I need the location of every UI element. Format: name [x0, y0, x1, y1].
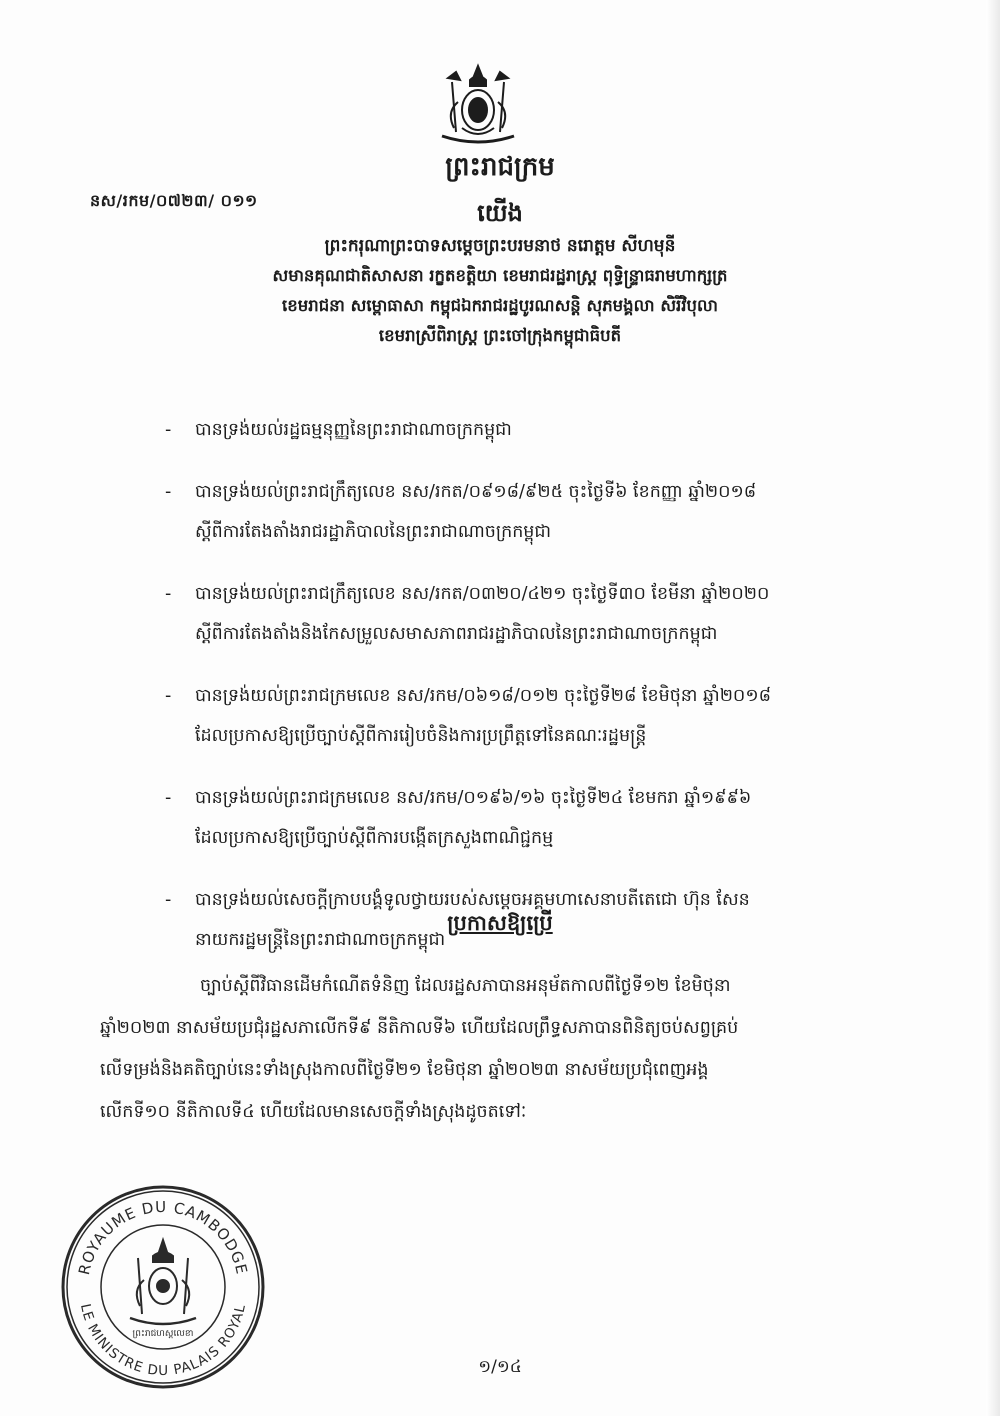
- list-dash: -: [165, 890, 172, 910]
- list-dash: -: [165, 584, 172, 604]
- visa-text: បានទ្រង់យល់រដ្ឋធម្មនុញ្ញនៃព្រះរាជាណាចក្រកម្ពុជា: [195, 420, 512, 440]
- visa-item: [165, 410, 905, 450]
- page-number: ១/១៤: [478, 1357, 522, 1377]
- visa-item: [165, 472, 905, 552]
- seal-top-text: ROYAUME DU CAMBODGE: [75, 1197, 251, 1277]
- seal-signature: ព្រះរាជហស្តលេខា: [132, 1329, 194, 1339]
- visa-text: បានទ្រង់យល់ព្រះរាជក្រមលេខ នស/រកម/០៦១៨/០១២ ចុះថ្ងៃទី២៨ ខែមិថុនា ឆ្នាំ២០១៨: [195, 686, 771, 706]
- reference-number: នស/រកម/០៧២៣/ ០១១: [90, 191, 258, 210]
- king-title-line: ខេមរាស្រីពិរាស្ត្រ ព្រះចៅក្រុងកម្ពុជាធិបតី: [378, 326, 622, 345]
- visa-item: [165, 574, 905, 654]
- visa-text: ស្តីពីការតែងតាំងនិងកែសម្រួលសមាសភាពរាជរដ្ឋាភិបាលនៃព្រះរាជាណាចក្រកម្ពុជា: [195, 624, 718, 644]
- royal-coat-of-arms-icon: [432, 62, 524, 148]
- visa-item: [165, 676, 905, 756]
- paragraph-line: ឆ្នាំ២០២៣ នាសម័យប្រជុំរដ្ឋសភាលើកទី៩ នីតិកាលទី៦ ហើយដែលព្រឹទ្ធសភាបានពិនិត្យចប់សព្វគ្រប់: [100, 1018, 739, 1038]
- visa-text: ស្តីពីការតែងតាំងរាជរដ្ឋាភិបាលនៃព្រះរាជាណាចក្រកម្ពុជា: [195, 522, 552, 542]
- paragraph-line: លើទម្រង់និងគតិច្បាប់នេះទាំងស្រុងកាលពីថ្ងៃទី២១ ខែមិថុនា ឆ្នាំ២០២៣ នាសម័យប្រជុំពេញអង្គ: [100, 1060, 709, 1080]
- visa-text: ដែលប្រកាសឱ្យប្រើច្បាប់ស្តីពីការបង្កើតក្រសួងពាណិជ្ជកម្ម: [195, 828, 554, 848]
- visa-text: បានទ្រង់យល់ព្រះរាជក្រមលេខ នស/រកម/០១៩៦/១៦ ចុះថ្ងៃទី២៤ ខែមករា ឆ្នាំ១៩៩៦: [195, 788, 752, 808]
- list-dash: -: [165, 788, 172, 808]
- list-dash: -: [165, 420, 172, 440]
- visa-text: បានទ្រង់យល់ព្រះរាជក្រឹត្យលេខ នស/រកត/០៣២០/៤២១ ចុះថ្ងៃទី៣០ ខែមីនា ឆ្នាំ២០២០: [195, 584, 770, 604]
- visa-text: នាយករដ្ឋមន្ត្រីនៃព្រះរាជាណាចក្រកម្ពុជា: [195, 930, 446, 950]
- visa-text: ដែលប្រកាសឱ្យប្រើច្បាប់ស្តីពីការរៀបចំនិងការប្រព្រឹត្តទៅនៃគណៈរដ្ឋមន្ត្រី: [195, 726, 647, 746]
- document-title: ព្រះរាជក្រម: [445, 152, 555, 182]
- visa-item: [165, 778, 905, 858]
- list-dash: -: [165, 482, 172, 502]
- king-title-line: សមានគុណជាតិសាសនា រក្ខតខត្តិយា ខេមរាជរដ្ឋរាស្ត្រ ពុទ្ធិន្ទ្រាធរាមហាក្សត្រ: [272, 266, 728, 285]
- proclamation-paragraph: [100, 965, 900, 1133]
- king-title-line: ព្រះករុណាព្រះបាទសម្តេចព្រះបរមនាថ នរោត្តម សីហមុនី: [324, 236, 676, 256]
- visa-text: បានទ្រង់យល់ព្រះរាជក្រឹត្យលេខ នស/រកត/០៩១៨/៩២៥ ចុះថ្ងៃទី៦ ខែកញ្ញា ឆ្នាំ២០១៨: [195, 482, 757, 502]
- proclamation-heading: ប្រកាសឱ្យប្រើ: [447, 911, 553, 935]
- king-title-line: ខេមរាជនា សម្ពោធាសា កម្ពុជឯករាជរដ្ឋបូរណសន្តិ សុភមង្គលា សិរីវិបុលា: [282, 296, 718, 315]
- list-dash: -: [165, 686, 172, 706]
- visa-text: បានទ្រង់យល់សេចក្តីក្រាបបង្គំទូលថ្វាយរបស់សម្តេចអគ្គមហាសេនាបតីតេជោ ហ៊ុន សែន: [195, 890, 750, 910]
- paragraph-line: លើកទី១០ នីតិកាលទី៤ ហើយដែលមានសេចក្តីទាំងស្រុងដូចតទៅៈ: [100, 1102, 527, 1122]
- seal-emblem-icon: [130, 1240, 196, 1324]
- we-heading: យើង: [477, 199, 523, 227]
- paragraph-line: ច្បាប់ស្តីពីវិធានដើមកំណើតទំនិញ ដែលរដ្ឋសភាបានអនុម័តកាលពីថ្ងៃទី១២ ខែមិថុនា: [200, 976, 731, 996]
- seal-bottom-text: LE MINISTRE DU PALAIS ROYAL: [76, 1302, 250, 1380]
- visa-list: [165, 410, 905, 982]
